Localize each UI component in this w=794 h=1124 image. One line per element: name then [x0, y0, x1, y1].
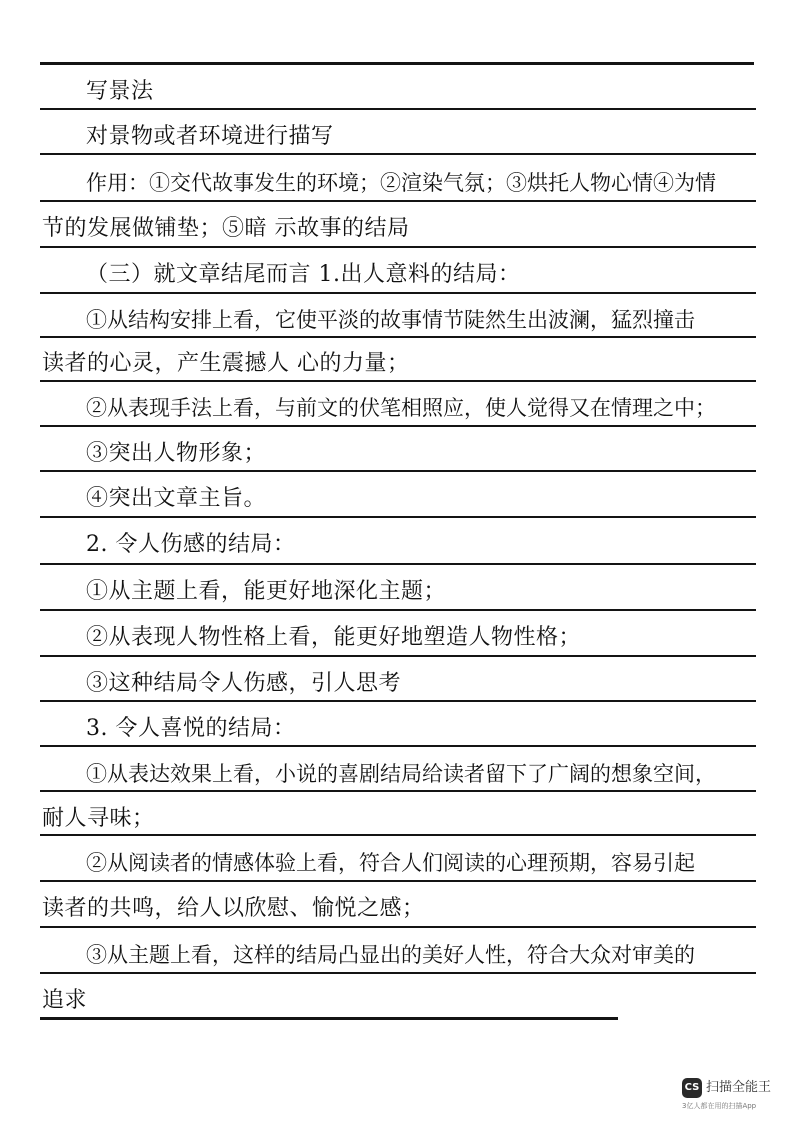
ruled-line	[40, 790, 756, 792]
ruled-line	[40, 516, 756, 518]
text-line: ①从结构安排上看，它使平淡的故事情节陡然生出波澜，猛烈撞击	[86, 308, 695, 332]
watermark-tagline: 3亿人都在用的扫描App	[682, 1102, 757, 1110]
text-line: ①从主题上看，能更好地深化主题；	[86, 579, 447, 604]
text-line: ②从阅读者的情感体验上看，符合人们阅读的心理预期，容易引起	[86, 851, 695, 875]
ruled-line	[40, 609, 756, 611]
text-line: ②从表现手法上看，与前文的伏笔相照应，使人觉得又在情理之中；	[86, 396, 716, 420]
ruled-line	[40, 972, 756, 974]
ruled-line	[40, 563, 756, 565]
camscanner-logo-icon: CS	[682, 1078, 702, 1098]
scanner-watermark	[682, 1078, 782, 1114]
text-line: ③突出人物形象；	[86, 441, 267, 466]
text-line: ③从主题上看，这样的结局凸显出的美好人性，符合大众对审美的	[86, 943, 695, 967]
ruled-line	[40, 880, 756, 882]
text-line: ③这种结局令人伤感，引人思考	[86, 671, 402, 696]
text-line-heading-sad-ending: 2. 令人伤感的结局：	[86, 532, 296, 557]
ruled-line	[40, 470, 756, 472]
text-line: 耐人寻味；	[42, 806, 155, 831]
ruled-line	[40, 200, 756, 202]
text-line: 对景物或者环境进行描写	[86, 124, 334, 149]
text-line-heading-ending: （三）就文章结尾而言 1.出人意料的结局：	[86, 262, 521, 287]
ruled-line	[40, 108, 756, 110]
text-line: 追求	[42, 988, 88, 1013]
text-line: 节的发展做铺垫；⑤暗 示故事的结局	[42, 216, 410, 241]
ruled-line	[40, 700, 756, 702]
ruled-line	[40, 62, 754, 65]
text-line: 读者的心灵，产生震撼人 心的力量；	[42, 351, 410, 376]
text-line-heading-happy-ending: 3. 令人喜悦的结局：	[86, 716, 296, 741]
text-line: ②从表现人物性格上看，能更好地塑造人物性格；	[86, 625, 582, 650]
text-line-heading-scenery: 写景法	[86, 79, 154, 104]
watermark-app-name: 扫描全能王	[706, 1080, 772, 1095]
ruled-line	[40, 655, 756, 657]
ruled-line	[40, 926, 756, 928]
text-line: 读者的共鸣，给人以欣慰、愉悦之感；	[42, 896, 425, 921]
ruled-line	[40, 380, 756, 382]
text-line: ④突出文章主旨。	[86, 486, 267, 511]
ruled-line	[40, 153, 756, 155]
text-line: 作用：①交代故事发生的环境；②渲染气氛；③烘托人物心情④为情	[86, 171, 716, 195]
ruled-line	[40, 1017, 618, 1020]
ruled-line	[40, 745, 756, 747]
ruled-line	[40, 425, 756, 427]
ruled-line	[40, 292, 756, 294]
ruled-line	[40, 834, 756, 836]
ruled-line	[40, 336, 756, 338]
text-line: ①从表达效果上看，小说的喜剧结局给读者留下了广阔的想象空间，	[86, 762, 716, 786]
ruled-line	[40, 246, 756, 248]
